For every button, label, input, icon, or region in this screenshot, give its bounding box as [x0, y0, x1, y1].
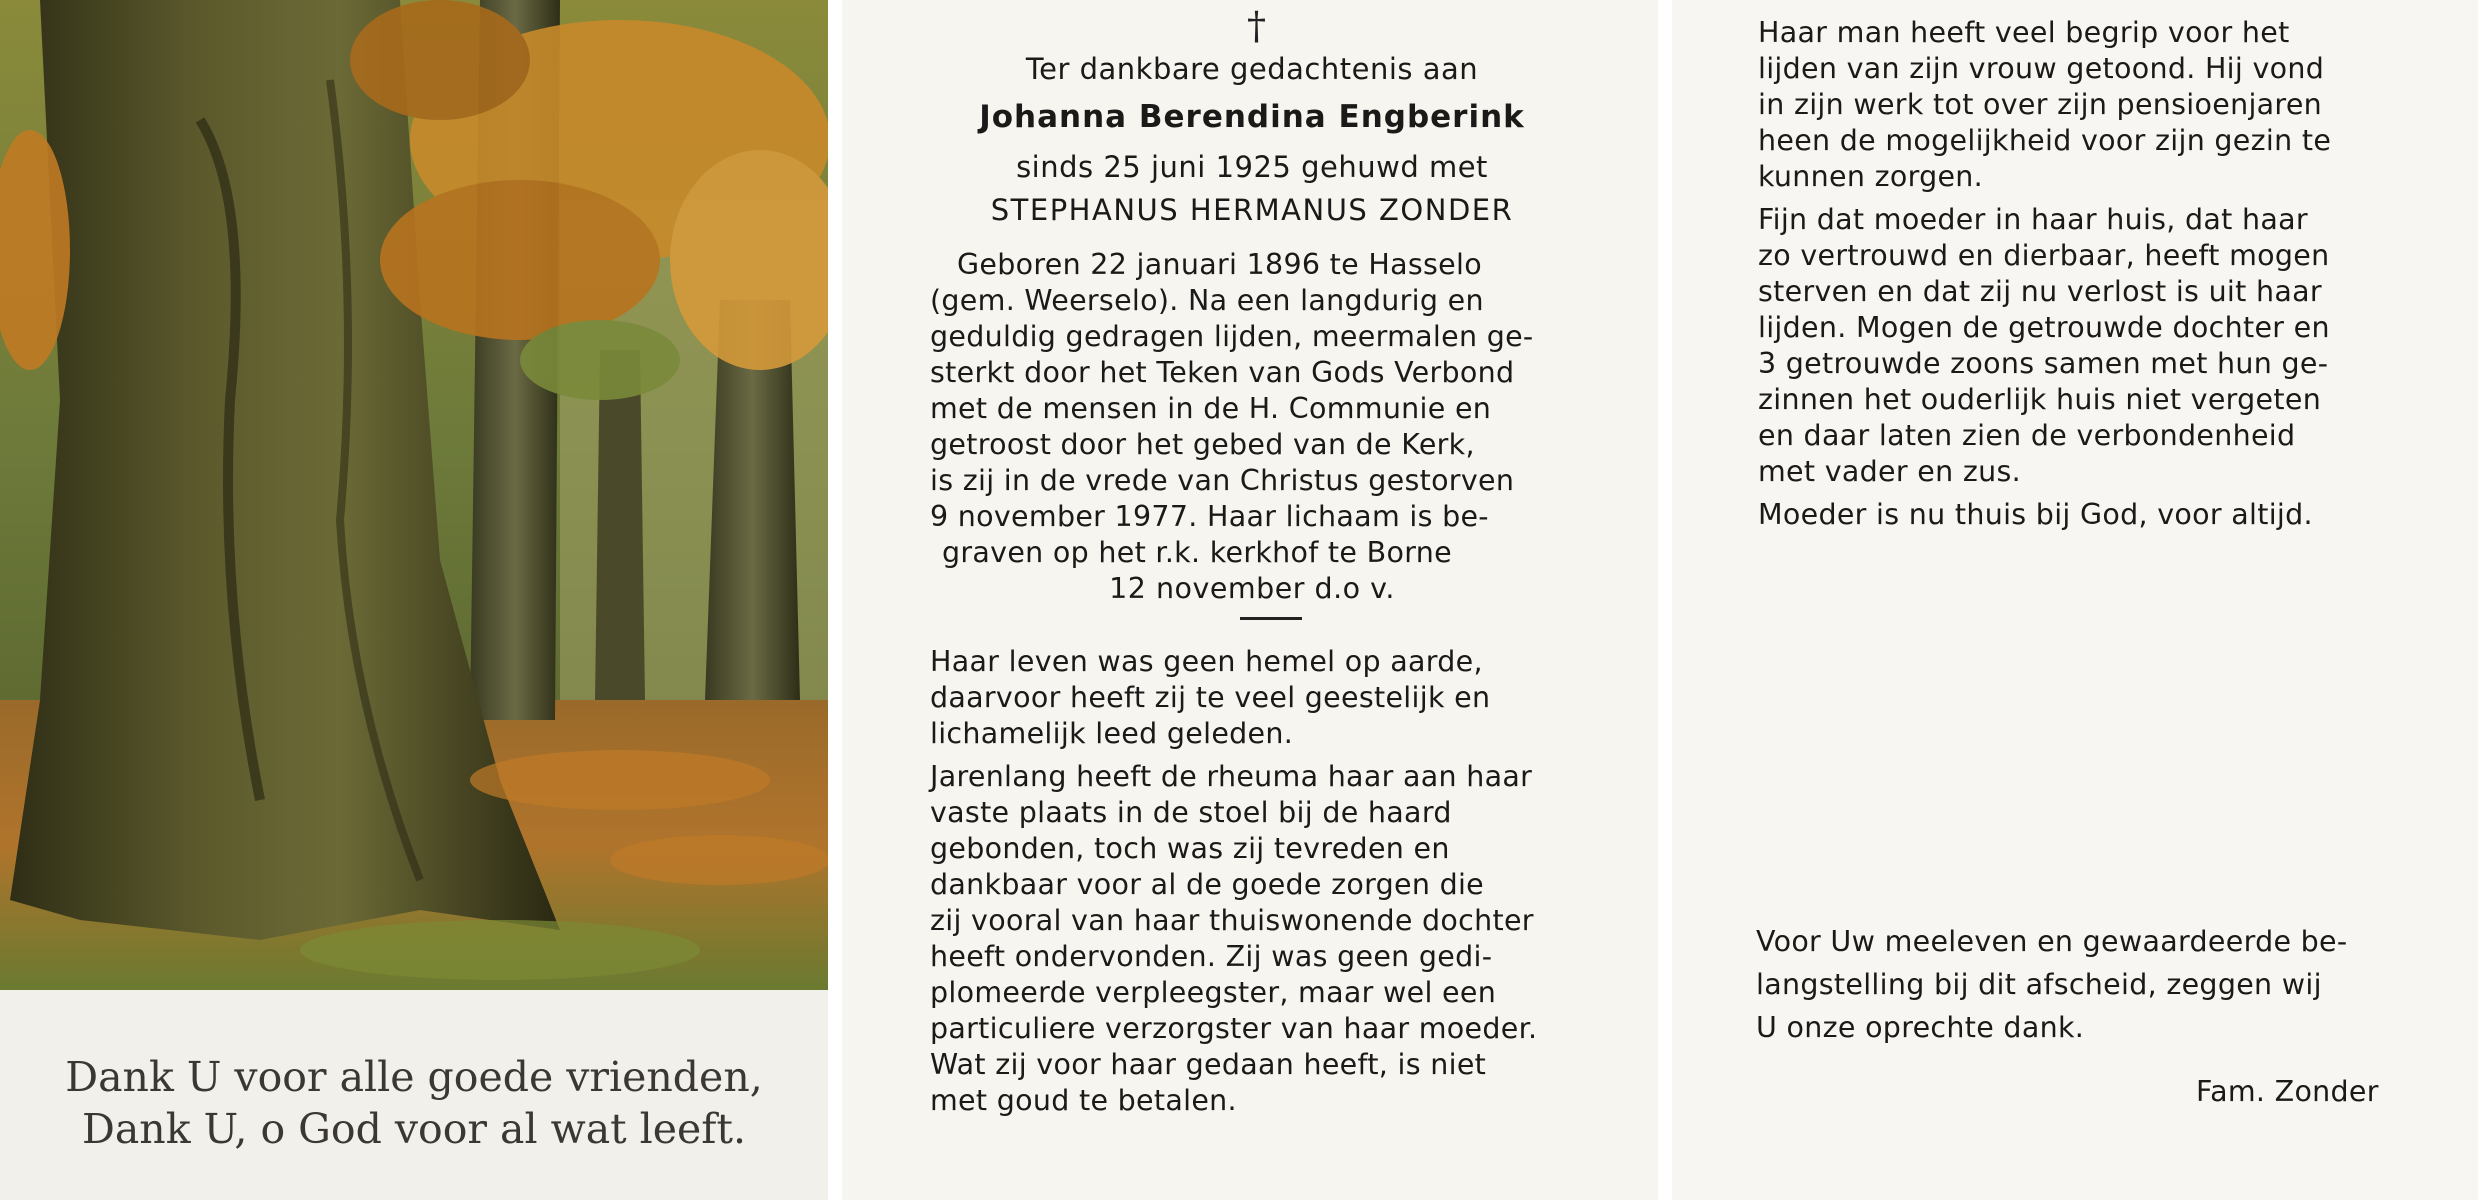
bio-line: 9 november 1977. Haar lichaam is be-: [930, 500, 1489, 533]
para1-line: daarvoor heeft zij te veel geestelijk en: [930, 681, 1491, 714]
bio-line: sterkt door het Teken van Gods Verbond: [930, 356, 1515, 389]
para1-line: Haar leven was geen hemel op aarde,: [930, 645, 1483, 678]
right-para1-line: Haar man heeft veel begrip voor het: [1758, 16, 2290, 49]
right-para2-line: Fijn dat moeder in haar huis, dat haar: [1758, 203, 2308, 236]
autumn-tree-photo: [0, 0, 828, 990]
right-para3: Moeder is nu thuis bij God, voor altijd.: [1758, 498, 2313, 531]
para2-line: dankbaar voor al de goede zorgen die: [930, 868, 1485, 901]
bio-line: geduldig gedragen lijden, meermalen ge-: [930, 320, 1534, 353]
right-para2-line: 3 getrouwde zoons samen met hun ge-: [1758, 347, 2329, 380]
spouse-name: STEPHANUS HERMANUS ZONDER: [990, 193, 1514, 227]
right-panel: [1672, 0, 2478, 1200]
header-dedication: Ter dankbare gedachtenis aan: [1025, 52, 1479, 86]
fold-gutter: [828, 0, 842, 1200]
signature: Fam. Zonder: [2196, 1075, 2379, 1108]
para2-line: Jarenlang heeft de rheuma haar aan haar: [930, 760, 1533, 793]
right-para2-line: sterven en dat zij nu verlost is uit haar: [1758, 275, 2322, 308]
bio-line: Geboren 22 januari 1896 te Hasselo: [957, 248, 1482, 281]
right-para1-line: kunnen zorgen.: [1758, 160, 1984, 193]
right-para1-line: lijden van zijn vrouw getoond. Hij vond: [1758, 52, 2325, 85]
thanks-line: langstelling bij dit afscheid, zeggen wij: [1756, 968, 2322, 1001]
bio-line: met de mensen in de H. Communie en: [930, 392, 1492, 425]
para2-line: heeft ondervonden. Zij was geen gedi-: [930, 940, 1493, 973]
right-para2-line: met vader en zus.: [1758, 455, 2021, 488]
caption-line-1: Dank U voor alle goede vrienden,: [65, 1053, 763, 1101]
right-para1-line: in zijn werk tot over zijn pensioenjaren: [1758, 88, 2323, 121]
thanks-line: Voor Uw meeleven en gewaardeerde be-: [1756, 925, 2348, 958]
para2-line: plomeerde verpleegster, maar wel een: [930, 976, 1497, 1009]
thanks-line: U onze oprechte dank.: [1756, 1011, 2085, 1044]
para2-line: met goud te betalen.: [930, 1084, 1237, 1117]
right-para2-line: en daar laten zien de verbondenheid: [1758, 419, 2296, 452]
para2-line: particuliere verzorgster van haar moeder.: [930, 1012, 1538, 1045]
left-panel: [0, 0, 828, 1200]
bio-line: is zij in de vrede van Christus gestorven: [930, 464, 1515, 497]
para2-line: zij vooral van haar thuiswonende dochter: [930, 904, 1534, 937]
right-para2-line: lijden. Mogen de getrouwde dochter en: [1758, 311, 2330, 344]
deceased-name: Johanna Berendina Engberink: [979, 99, 1525, 135]
middle-panel: [842, 0, 1662, 1200]
marriage-line: sinds 25 juni 1925 gehuwd met: [1016, 150, 1488, 184]
right-para1-line: heen de mogelijkheid voor zijn gezin te: [1758, 124, 2332, 157]
bio-line: (gem. Weerselo). Na een langdurig en: [930, 284, 1484, 317]
divider: [1240, 617, 1302, 620]
right-para2-line: zinnen het ouderlijk huis niet vergeten: [1758, 383, 2322, 416]
para2-line: vaste plaats in de stoel bij de haard: [930, 796, 1452, 829]
para1-line: lichamelijk leed geleden.: [930, 717, 1294, 750]
fold-gutter: [1658, 0, 1672, 1200]
bio-line: graven op het r.k. kerkhof te Borne: [942, 536, 1452, 569]
bio-line: getroost door het gebed van de Kerk,: [930, 428, 1475, 461]
right-para2-line: zo vertrouwd en dierbaar, heeft mogen: [1758, 239, 2330, 272]
cross-icon: †: [1247, 4, 1266, 48]
bio-last-line: 12 november d.o v.: [1109, 572, 1395, 605]
para2-line: gebonden, toch was zij tevreden en: [930, 832, 1450, 865]
para2-line: Wat zij voor haar gedaan heeft, is niet: [930, 1048, 1487, 1081]
caption-line-2: Dank U, o God voor al wat leeft.: [81, 1105, 746, 1153]
